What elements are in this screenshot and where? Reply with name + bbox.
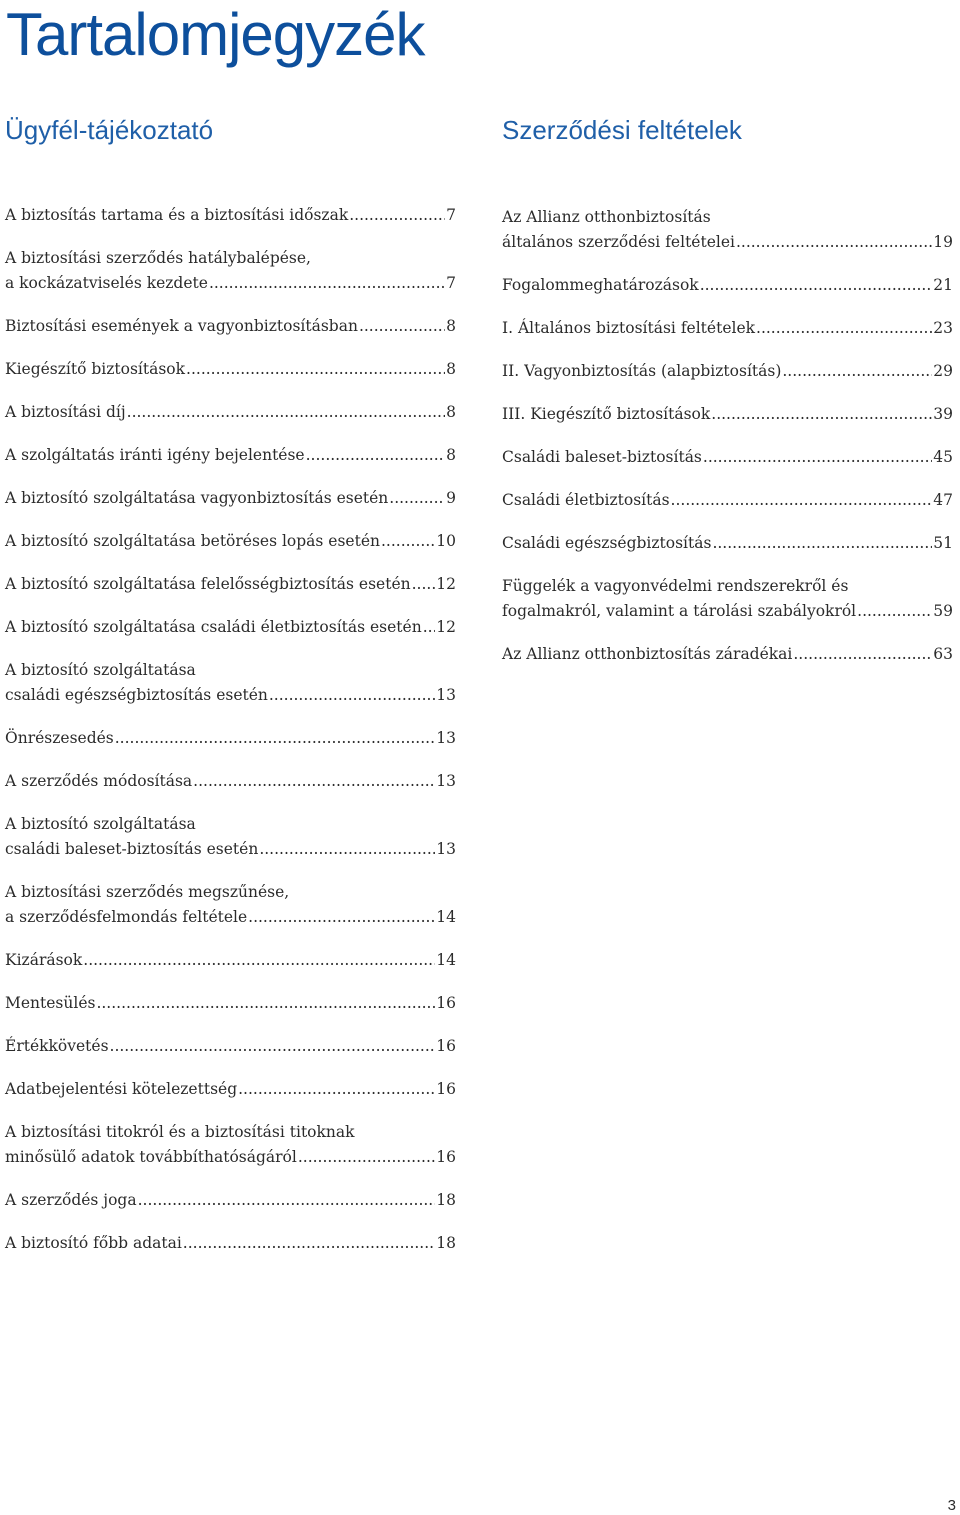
toc-entry-title: A biztosító szolgáltatása családi életbiztosítás esetén: [5, 618, 422, 636]
toc-entry-title: A biztosító szolgáltatása vagyonbiztosítás esetén: [5, 489, 389, 507]
toc-entry[interactable]: [5, 948, 456, 973]
dot-leader: [756, 316, 932, 341]
dot-leader: [115, 726, 436, 751]
toc-entry-title: A biztosítás tartama és a biztosítási időszak: [5, 206, 349, 224]
toc-entry-leader-line: [502, 316, 953, 341]
section-heading-contract-terms: Szerződési feltételek: [502, 115, 742, 145]
toc-entry-page-number: 47: [933, 491, 953, 509]
toc-entry-page-number: 8: [446, 403, 456, 421]
toc-entry-page-number: 16: [436, 1080, 456, 1098]
dot-leader: [700, 273, 933, 298]
toc-entry-leader-line: [5, 1188, 456, 1213]
toc-entry-leader-line: [5, 837, 456, 862]
dot-leader: [782, 359, 932, 384]
toc-entry-leader-line: [502, 642, 953, 667]
toc-entry-title: Önrészesedés: [5, 729, 114, 747]
toc-entry[interactable]: [5, 1077, 456, 1102]
dot-leader: [711, 402, 932, 427]
toc-entry-page-number: 45: [933, 448, 953, 466]
toc-entry-leader-line: [502, 230, 953, 255]
toc-entry-title: A biztosító szolgáltatása betöréses lopás esetén: [5, 532, 380, 550]
toc-entry-title: A szolgáltatás iránti igény bejelentése: [5, 446, 305, 464]
toc-entry-leader-line: [502, 445, 953, 470]
dot-leader: [138, 1188, 436, 1213]
toc-entry[interactable]: [502, 273, 953, 298]
toc-entry-page-number: 16: [436, 994, 456, 1012]
toc-entry-page-number: 19: [933, 233, 953, 251]
toc-entry[interactable]: [502, 531, 953, 556]
toc-entry-title-line: A biztosítási titokról és a biztosítási titoknak: [5, 1123, 355, 1141]
dot-leader: [712, 531, 932, 556]
toc-entry[interactable]: [502, 316, 953, 341]
toc-entry-leader-line: [5, 683, 456, 708]
toc-entry-title: A biztosító szolgáltatása felelősségbiztosítás esetén: [5, 575, 411, 593]
toc-entry-page-number: 21: [933, 276, 953, 294]
toc-entry-page-number: 59: [933, 602, 953, 620]
toc-entry-title-line: A biztosító szolgáltatása: [5, 661, 196, 679]
toc-entry-title: családi egészségbiztosítás esetén: [5, 686, 268, 704]
toc-entry-page-number: 13: [436, 772, 456, 790]
toc-entry[interactable]: [5, 769, 456, 794]
toc-entry-title: A biztosító főbb adatai: [5, 1234, 182, 1252]
toc-entry-leader-line: [5, 1145, 456, 1170]
toc-entry-leader-line: [5, 905, 456, 930]
toc-entry-title: Családi életbiztosítás: [502, 491, 670, 509]
toc-entry-title: Biztosítási események a vagyonbiztosításban: [5, 317, 358, 335]
toc-entry-leader-line: [502, 273, 953, 298]
dot-leader: [793, 642, 932, 667]
toc-entry-title: Családi baleset-biztosítás: [502, 448, 702, 466]
dot-leader: [857, 599, 932, 624]
toc-entry[interactable]: [5, 203, 456, 228]
dot-leader: [412, 572, 436, 597]
toc-entry-leader-line: [5, 357, 456, 382]
page-title: Tartalomjegyzék: [6, 1, 425, 68]
toc-entry-page-number: 39: [933, 405, 953, 423]
dot-leader: [423, 615, 436, 640]
dot-leader: [127, 400, 445, 425]
dot-leader: [306, 443, 446, 468]
dot-leader: [389, 486, 445, 511]
toc-entry-page-number: 51: [933, 534, 953, 552]
toc-entry-title: A biztosítási díj: [5, 403, 126, 421]
toc-entry-page-number: 16: [436, 1037, 456, 1055]
toc-entry[interactable]: [5, 529, 456, 554]
toc-entry-leader-line: [5, 271, 456, 296]
dot-leader: [209, 271, 445, 296]
toc-entry[interactable]: [5, 812, 456, 862]
toc-entry[interactable]: [5, 314, 456, 339]
toc-entry-title: a szerződésfelmondás feltétele: [5, 908, 248, 926]
toc-entry[interactable]: [502, 445, 953, 470]
dot-leader: [83, 948, 435, 973]
toc-entry-page-number: 13: [436, 686, 456, 704]
dot-leader: [671, 488, 933, 513]
toc-entry-title: általános szerződési feltételei: [502, 233, 735, 251]
toc-entry[interactable]: [5, 615, 456, 640]
toc-entry-page-number: 9: [446, 489, 456, 507]
dot-leader: [186, 357, 445, 382]
toc-entry-title-line: Függelék a vagyonvédelmi rendszerekről és: [502, 577, 849, 595]
toc-entry[interactable]: [502, 205, 953, 255]
toc-entry-leader-line: [5, 314, 456, 339]
toc-entry-leader-line: [5, 443, 456, 468]
dot-leader: [359, 314, 445, 339]
toc-entry-title: Kizárások: [5, 951, 83, 969]
toc-column-contract-terms: [502, 205, 953, 685]
toc-entry-page-number: 12: [436, 618, 456, 636]
toc-entry-page-number: 13: [436, 840, 456, 858]
toc-entry-title: III. Kiegészítő biztosítások: [502, 405, 711, 423]
toc-entry-title: A szerződés joga: [5, 1191, 137, 1209]
toc-entry-title: családi baleset-biztosítás esetén: [5, 840, 259, 858]
toc-entry-page-number: 10: [436, 532, 456, 550]
toc-entry-title: a kockázatviselés kezdete: [5, 274, 208, 292]
toc-entry-page-number: 14: [436, 908, 456, 926]
toc-entry-title: Családi egészségbiztosítás: [502, 534, 712, 552]
page-number: 3: [947, 1497, 956, 1514]
toc-entry-title: A szerződés módosítása: [5, 772, 193, 790]
toc-entry-page-number: 8: [446, 360, 456, 378]
toc-entry[interactable]: [5, 246, 456, 296]
toc-entry-leader-line: [5, 726, 456, 751]
toc-entry-leader-line: [5, 400, 456, 425]
toc-entry-title: fogalmakról, valamint a tárolási szabályokról: [502, 602, 857, 620]
toc-entry[interactable]: [5, 658, 456, 708]
toc-entry-page-number: 23: [933, 319, 953, 337]
toc-entry[interactable]: [502, 642, 953, 667]
section-heading-customer-info: Ügyfél-tájékoztató: [5, 115, 214, 145]
toc-entry-title: Mentesülés: [5, 994, 96, 1012]
toc-entry-page-number: 14: [436, 951, 456, 969]
toc-entry-leader-line: [5, 203, 456, 228]
toc-entry-leader-line: [5, 615, 456, 640]
toc-entry-title: Értékkövetés: [5, 1037, 109, 1055]
toc-entry[interactable]: [5, 400, 456, 425]
toc-entry-leader-line: [5, 991, 456, 1016]
toc-entry[interactable]: [5, 1188, 456, 1213]
toc-entry-page-number: 13: [436, 729, 456, 747]
toc-entry-title-line: A biztosítási szerződés hatálybalépése,: [5, 249, 311, 267]
toc-entry[interactable]: [5, 1034, 456, 1059]
toc-entry[interactable]: [5, 880, 456, 930]
toc-entry-page-number: 18: [436, 1191, 456, 1209]
toc-entry-title: Adatbejelentési kötelezettség: [5, 1080, 238, 1098]
toc-entry-title-line: A biztosító szolgáltatása: [5, 815, 196, 833]
toc-entry-page-number: 8: [446, 317, 456, 335]
toc-entry[interactable]: [502, 402, 953, 427]
toc-entry[interactable]: [5, 572, 456, 597]
toc-entry[interactable]: [5, 726, 456, 751]
toc-entry-page-number: 18: [436, 1234, 456, 1252]
toc-entry[interactable]: [502, 359, 953, 384]
toc-entry[interactable]: [5, 1120, 456, 1170]
toc-entry-leader-line: [502, 599, 953, 624]
toc-column-customer-info: [5, 203, 456, 1274]
dot-leader: [193, 769, 435, 794]
toc-entry-leader-line: [502, 531, 953, 556]
toc-entry[interactable]: [5, 1231, 456, 1256]
dot-leader: [736, 230, 932, 255]
dot-leader: [703, 445, 932, 470]
toc-entry-leader-line: [502, 402, 953, 427]
toc-entry-title: minősülő adatok továbbíthatóságáról: [5, 1148, 297, 1166]
toc-entry[interactable]: [502, 574, 953, 624]
toc-entry[interactable]: [5, 357, 456, 382]
toc-entry[interactable]: [5, 991, 456, 1016]
dot-leader: [183, 1231, 435, 1256]
dot-leader: [96, 991, 435, 1016]
toc-entry-title: Fogalommeghatározások: [502, 276, 699, 294]
dot-leader: [238, 1077, 435, 1102]
toc-entry-leader-line: [5, 486, 456, 511]
toc-entry-title-line: Az Allianz otthonbiztosítás: [502, 208, 711, 226]
toc-entry-page-number: 7: [446, 274, 456, 292]
toc-entry-page-number: 16: [436, 1148, 456, 1166]
toc-entry-leader-line: [502, 488, 953, 513]
toc-entry[interactable]: [502, 488, 953, 513]
dot-leader: [349, 203, 445, 228]
toc-entry-leader-line: [5, 572, 456, 597]
toc-entry-page-number: 63: [933, 645, 953, 663]
toc-entry-leader-line: [5, 1077, 456, 1102]
dot-leader: [269, 683, 435, 708]
toc-entry-title: II. Vagyonbiztosítás (alapbiztosítás): [502, 362, 782, 380]
toc-entry-leader-line: [5, 948, 456, 973]
dot-leader: [110, 1034, 436, 1059]
toc-entry-title-line: A biztosítási szerződés megszűnése,: [5, 883, 290, 901]
toc-entry-page-number: 12: [436, 575, 456, 593]
dot-leader: [248, 905, 435, 930]
toc-entry-title: Kiegészítő biztosítások: [5, 360, 186, 378]
toc-entry-title: Az Allianz otthonbiztosítás záradékai: [502, 645, 793, 663]
toc-entry-title: I. Általános biztosítási feltételek: [502, 319, 756, 337]
toc-entry-page-number: 7: [446, 206, 456, 224]
toc-entry[interactable]: [5, 486, 456, 511]
toc-entry-leader-line: [502, 359, 953, 384]
toc-entry-page-number: 8: [446, 446, 456, 464]
dot-leader: [259, 837, 435, 862]
toc-entry-page-number: 29: [933, 362, 953, 380]
dot-leader: [381, 529, 435, 554]
toc-entry-leader-line: [5, 529, 456, 554]
toc-entry-leader-line: [5, 1231, 456, 1256]
toc-entry-leader-line: [5, 769, 456, 794]
dot-leader: [298, 1145, 435, 1170]
toc-entry[interactable]: [5, 443, 456, 468]
toc-entry-leader-line: [5, 1034, 456, 1059]
